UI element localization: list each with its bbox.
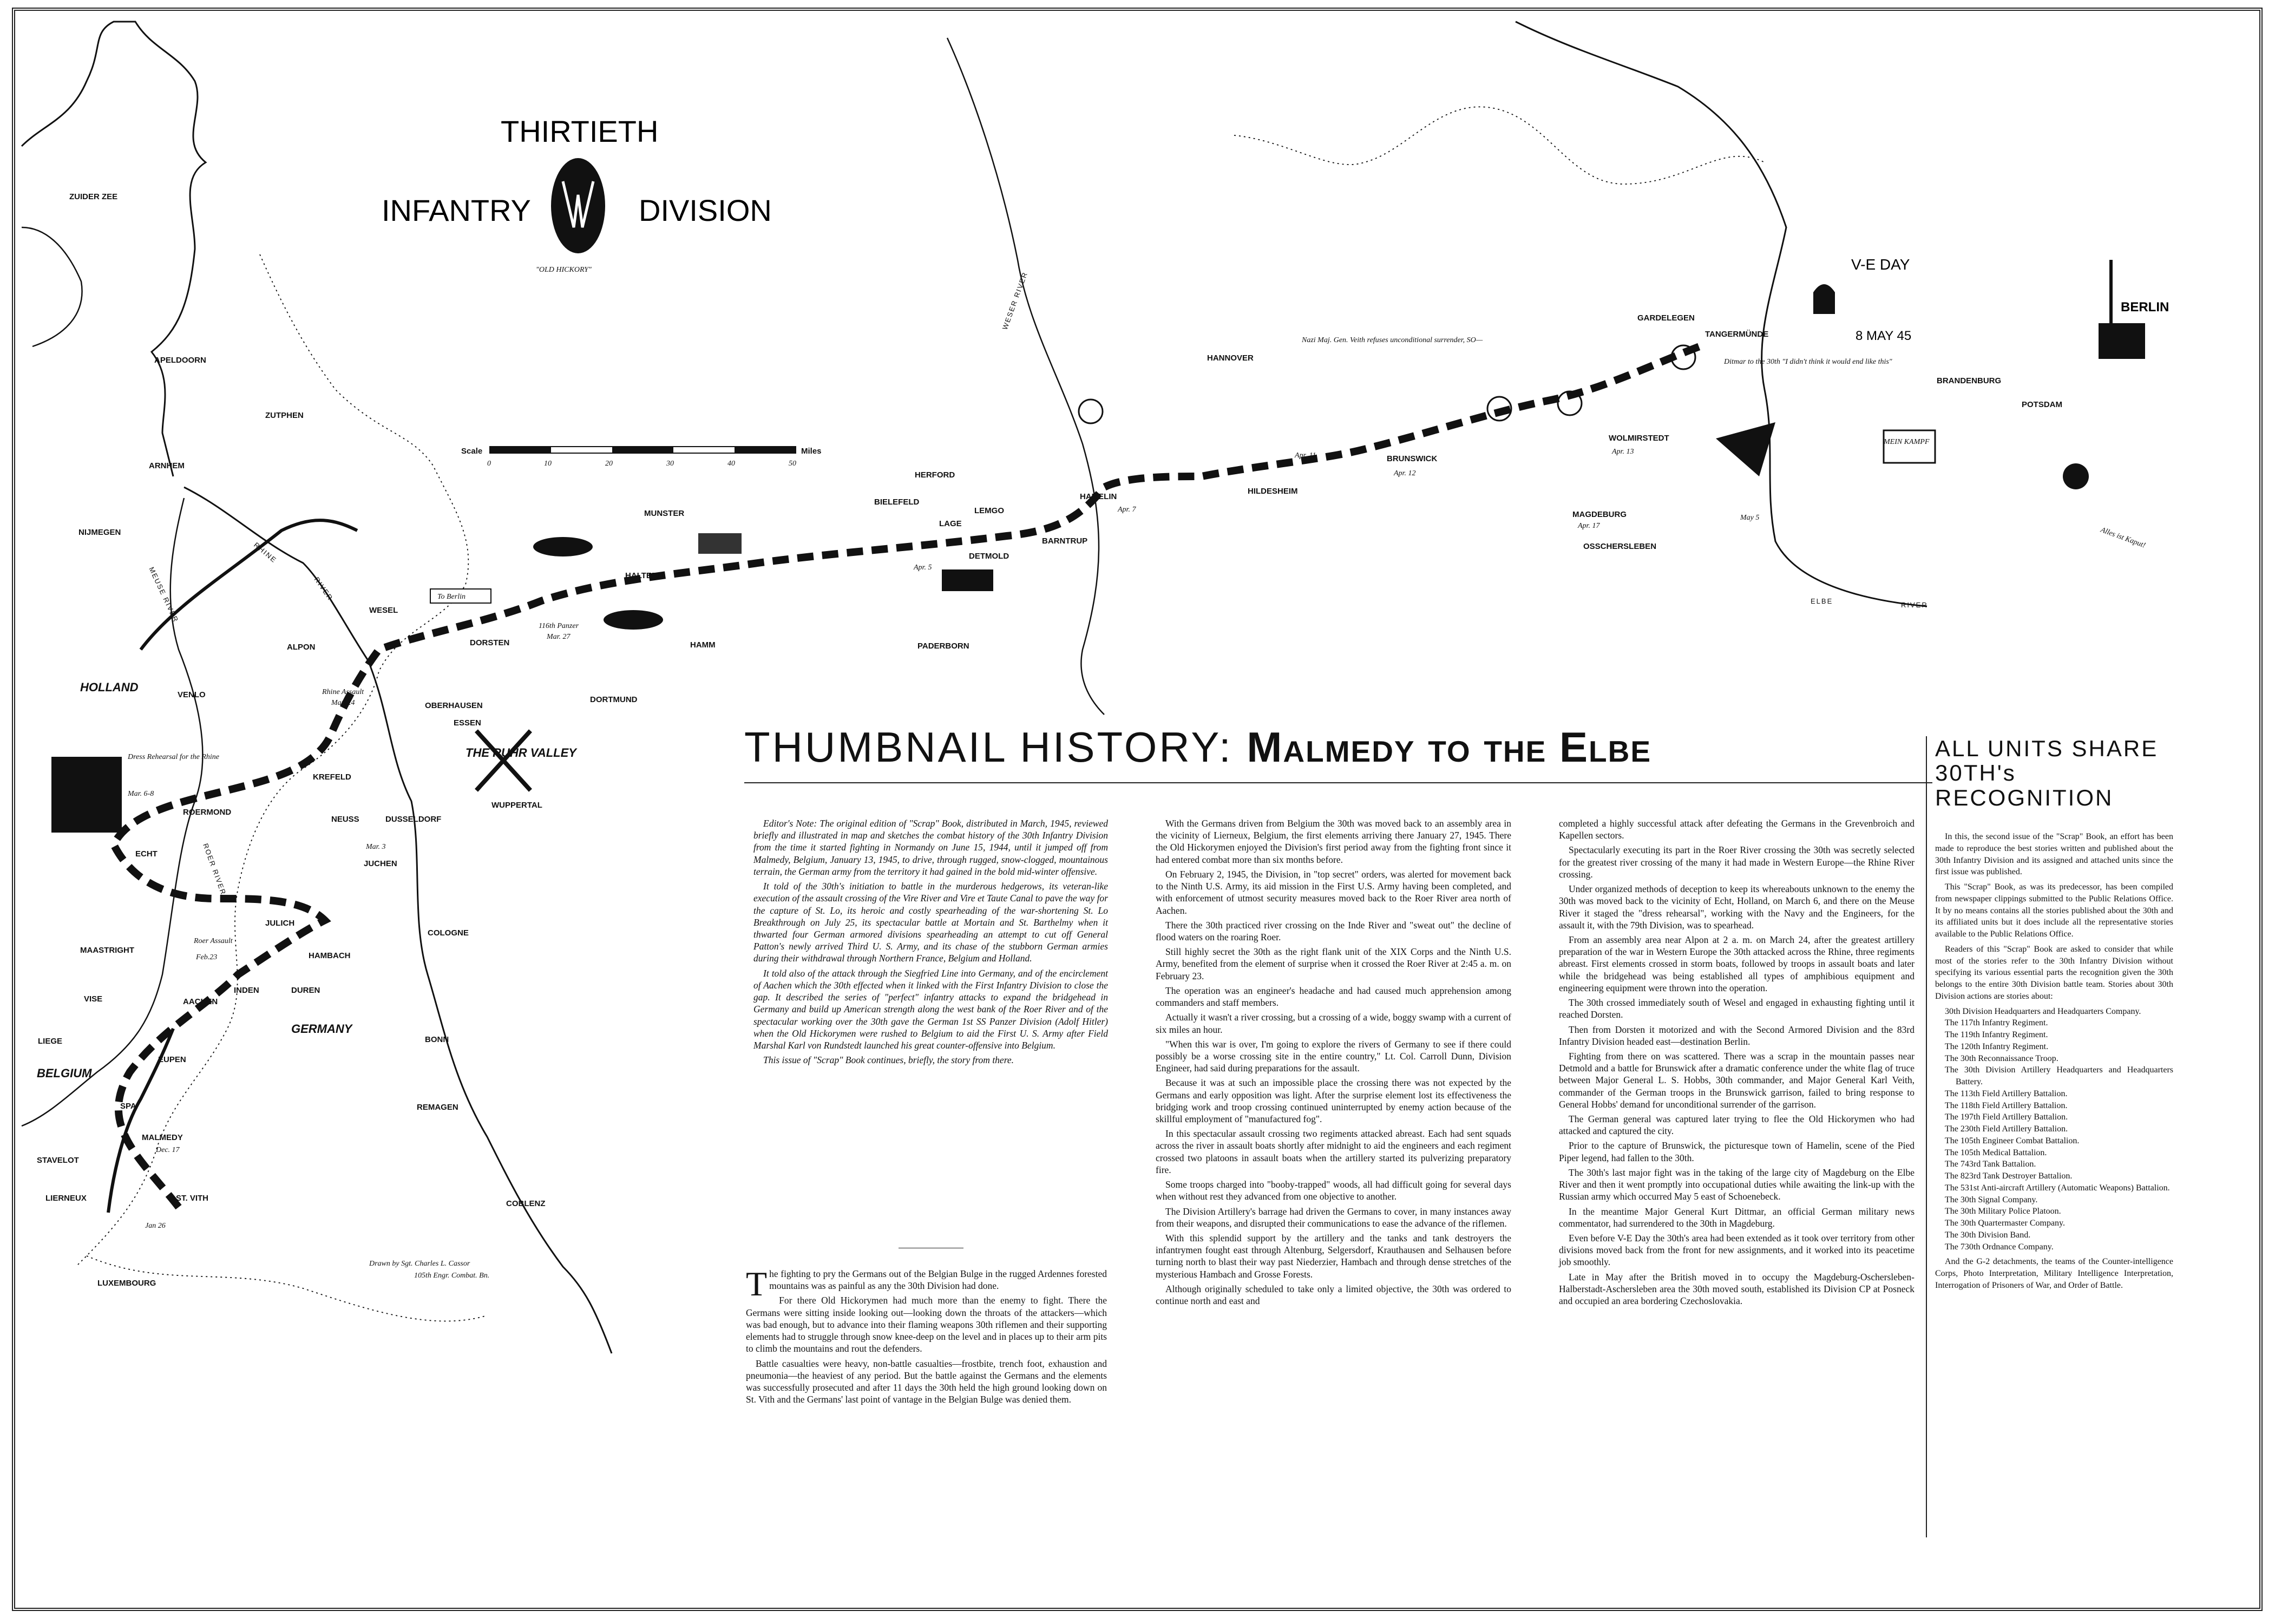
- story-paragraph: Under organized methods of deception to keep its whereabouts unknown to the enemy the 30th was moved back to the vicinity of Echt, Holland, on March 6, and there on the Meuse River it staged the "dress rehearsal", working with the Navy and the Engineers, for the assault it, with the 79th Division, was to spearhead.: [1559, 883, 1915, 931]
- unit-item: The 105th Medical Battalion.: [1945, 1148, 2047, 1157]
- headline-lead: THUMBNAIL HISTORY:: [744, 723, 1233, 771]
- unit-item: 30th Division Headquarters and Headquarters Company.: [1945, 1006, 2141, 1016]
- story-paragraph: On February 2, 1945, the Division, in "top secret" orders, was alerted for movement back to the Ninth U.S. Army, its aid mission in the First U.S. Army having been completed, and with enforcement of utmost security measures moved back to the Roer River area north of Aachen.: [1156, 868, 1511, 916]
- place-st-vith: ST. VITH: [176, 1194, 209, 1203]
- scale-unit: Miles: [801, 447, 822, 456]
- place-zutphen: ZUTPHEN: [265, 411, 304, 420]
- sidebar-paragraph: Readers of this "Scrap" Book are asked to consider that while most of the stories refer to the 30th Infantry Division without specifying its various essential parts the recognition given the 30th belongs to the entire 30th Division battle team. Stories about 30th Division actions are stories about:: [1935, 944, 2173, 1001]
- place-julich: JULICH: [265, 919, 295, 928]
- place-maastright: MAASTRIGHT: [80, 946, 134, 955]
- place-lage: LAGE: [939, 519, 962, 528]
- note-nazi: Nazi Maj. Gen. Veith refuses unconditional surrender, SO—: [1302, 336, 1483, 344]
- story-paragraph: In the meantime Major General Kurt Dittmar, an official German military news commentator, had surrendered to the 30th in Magdeburg.: [1559, 1206, 1915, 1229]
- unit-item: The 230th Field Artillery Battalion.: [1945, 1124, 2068, 1134]
- place-krefeld: KREFELD: [313, 772, 351, 782]
- unit-item: The 823rd Tank Destroyer Battalion.: [1945, 1171, 2073, 1181]
- tank-icon: [604, 610, 663, 630]
- place-holland: HOLLAND: [80, 680, 139, 694]
- scale-tick: 30: [666, 460, 674, 468]
- masthead-nickname: "OLD HICKORY": [536, 266, 592, 274]
- place-aachen: AACHEN: [183, 997, 218, 1006]
- place-haltern: HALTERN: [625, 571, 664, 580]
- place-hannover: HANNOVER: [1207, 353, 1254, 363]
- note-rhine-assault: Rhine Assault: [322, 688, 364, 696]
- note-apr12: Apr. 12: [1394, 469, 1416, 477]
- story-paragraph: Prior to the capture of Brunswick, the picturesque town of Hamelin, scene of the Pied Piper legend, had fallen to the 30th.: [1559, 1140, 1915, 1163]
- coastline: [22, 22, 206, 476]
- scale-tick: 20: [605, 460, 613, 468]
- rhine-river: [184, 487, 612, 1353]
- place-coblenz: COBLENZ: [506, 1199, 546, 1208]
- roer-label: ROER RIVER: [201, 842, 228, 896]
- place-magdeburg: MAGDEBURG: [1572, 510, 1627, 519]
- story-paragraph: Actually it wasn't a river crossing, but a crossing of a wide, boggy swamp with a current of six miles an hour.: [1156, 1012, 1511, 1035]
- place-belgium: BELGIUM: [37, 1066, 92, 1080]
- scale-label: Scale: [461, 447, 483, 456]
- scale-tick: 40: [727, 460, 735, 468]
- story-paragraph: With the Germans driven from Belgium the 30th was moved back to an assembly area in the vicinity of Lierneux, Belgium, the first elements arriving there January 27, 1945. There the Old Hickorymen enjoyed the Division's first period away from the fighting front since it had entered combat more than six months before.: [1156, 818, 1511, 865]
- weser-label: WESER RIVER: [1000, 270, 1030, 331]
- unit-item: The 117th Infantry Regiment.: [1945, 1018, 2048, 1028]
- place-paderborn: PADERBORN: [917, 641, 969, 651]
- place-dusseldorf: DUSSELDORF: [385, 815, 442, 824]
- note-apr13: Apr. 13: [1612, 448, 1634, 456]
- story-paragraph: Because it was at such an impossible place the crossing there was not expected by the Germans and early opposition was light. After the surprise element lost its effectiveness the bridging work and troop crossing continued uninterrupted by enemy action because of the skillful employment of "manufactured fog".: [1156, 1077, 1511, 1125]
- place-hameln: HAMELIN: [1080, 492, 1117, 501]
- place-stavelot: STAVELOT: [37, 1156, 79, 1165]
- story-paragraph: Fighting from there on was scattered. There was a scrap in the mountain passes near Detmold and a battle for Brunswick after a dramatic conference under the white flag of truce between Major General L. S. Hobbs, 30th commander, and Major General Karl Veith, commander of the German troops in the Brunswick garrison, failed to bring response to General Hobbs' demand for unconditional surrender of the garrison.: [1559, 1050, 1915, 1110]
- place-spa: SPA: [120, 1102, 136, 1111]
- unit-item: The 730th Ordnance Company.: [1945, 1242, 2054, 1252]
- headline-bold: Malmedy to the Elbe: [1247, 723, 1652, 771]
- note-panzer: 116th Panzer: [539, 622, 579, 630]
- place-brandenburg: BRANDENBURG: [1937, 376, 2002, 385]
- place-cologne: COLOGNE: [428, 928, 469, 938]
- note-book: MEIN KAMPF: [1884, 438, 1930, 446]
- bell-icon: [1813, 284, 1835, 314]
- story-paragraph: In this spectacular assault crossing two regiments attacked abreast. Each had sent squads across the river in assault boats shortly after midnight to aid the engineers and each regiment crossed two platoons in assault boats when the artillery started its pulverizing preparatory fire.: [1156, 1128, 1511, 1175]
- place-wuppertal: WUPPERTAL: [491, 801, 542, 810]
- unit-list: [1935, 1006, 2173, 1253]
- rhine-label: RHINE: [252, 540, 279, 565]
- story-paragraph: he fighting to pry the Germans out of the Belgian Bulge in the rugged Ardennes forested mountains was as painful as any the 30th Division had done.: [769, 1268, 1107, 1292]
- unit-item: The 120th Infantry Regiment.: [1945, 1042, 2049, 1051]
- masthead-right: DIVISION: [639, 193, 772, 227]
- unit-item: The 113th Field Artillery Battalion.: [1945, 1089, 2068, 1098]
- story-column-1: [746, 1265, 1107, 1408]
- place-bonn: BONN: [425, 1035, 449, 1044]
- note-apr5: Apr. 5: [914, 564, 932, 572]
- place-ruhr-valley: THE RUHR VALLEY: [466, 746, 576, 759]
- place-hildesheim: HILDESHEIM: [1248, 487, 1298, 496]
- place-eupen: EUPEN: [158, 1055, 186, 1064]
- note-jan26: Jan 26: [145, 1222, 166, 1230]
- unit-item: The 30th Division Band.: [1945, 1230, 2031, 1240]
- border-east: [1234, 107, 1765, 184]
- place-lierneux: LIERNEUX: [45, 1194, 87, 1203]
- place-detmold: DETMOLD: [969, 552, 1009, 561]
- unit-item: The 743rd Tank Battalion.: [1945, 1160, 2036, 1169]
- note-mar3: Mar. 3: [366, 843, 386, 851]
- division-insignia-icon: [551, 158, 605, 253]
- unit-item: The 30th Division Artillery Headquarters and Headquarters Battery.: [1945, 1065, 2173, 1086]
- place-barntrup: BARNTRUP: [1042, 536, 1088, 546]
- place-liege: LIEGE: [38, 1037, 63, 1046]
- unit-item: The 30th Military Police Platoon.: [1945, 1207, 2061, 1216]
- story-paragraph: There the 30th practiced river crossing on the Inde River and "sweat out" the decline of flood waters on the roaring Roer.: [1156, 919, 1511, 942]
- story-column-2: [1156, 817, 1511, 1309]
- place-juchen: JUCHEN: [364, 859, 397, 868]
- place-dorsten: DORSTEN: [470, 638, 510, 647]
- headline: [744, 723, 1935, 772]
- place-gardelegen: GARDELEGEN: [1637, 313, 1695, 323]
- elbe-label: ELBE: [1811, 597, 1833, 605]
- story-paragraph: From an assembly area near Alpon at 2 a. m. on March 24, after the greatest artillery preparation of the war in Western Europe the 30th attacked across the Rhine, three regiments abreast. First elements crossed in storm boats, followed by troops in assault boats and later while the bridgehead was being established all types of amphibious equipment and engineering equipment were thrown into the operation.: [1559, 934, 1915, 993]
- note-dress: Dress Rehearsal for the Rhine: [128, 753, 220, 761]
- place-potsdam: POTSDAM: [2022, 400, 2062, 409]
- place-vise: VISE: [84, 994, 103, 1004]
- place-arnhem: ARNHEM: [149, 461, 185, 470]
- place-lemgo: LEMGO: [974, 506, 1004, 515]
- scale-tick: 10: [544, 460, 552, 468]
- place-bielefeld: BIELEFELD: [874, 497, 920, 507]
- place-brunswick: BRUNSWICK: [1387, 454, 1438, 463]
- place-venlo: VENLO: [178, 690, 206, 699]
- soldier-icon: [1079, 400, 1103, 423]
- zuider-shore: [22, 227, 82, 346]
- unit-item: The 30th Signal Company.: [1945, 1195, 2038, 1204]
- note-may5: May 5: [1740, 514, 1760, 522]
- elbe-river-label: RIVER: [1901, 601, 1928, 609]
- story-paragraph: Some troops charged into "booby-trapped" woods, all had difficult going for several days when without rest they advanced from one objective to another.: [1156, 1179, 1511, 1202]
- sidebar-paragraph: In this, the second issue of the "Scrap" Book, an effort has been made to reproduce the best stories written and published about the 30th Infantry Division and its assigned and attached units since the first issue was published.: [1935, 832, 2173, 877]
- editor-paragraph: It told also of the attack through the Siegfried Line into Germany, and of the encirclement of Aachen which the 30th effected when it linked with the First Infantry Division to close the gap. It described the series of "perfect" infantry attacks to expand the bridgehead in Germany and build up American strength along the west bank of the Roer River and of the spectacular working over the 30th gave the German 1st SS Panzer Division (Adolf Hitler) when the Old Hickorymen were rushed to Belgium to aid the First U. S. Army after Field Marshal Karl von Rundstedt launched his great counter-offensive into Belgium.: [753, 967, 1108, 1051]
- flags-icon: [1716, 422, 1775, 476]
- place-osschersleben: OSSCHERSLEBEN: [1583, 542, 1657, 551]
- story-paragraph: Even before V-E Day the 30th's area had been extended as it took over territory from other divisions moved back from the front for new assignments, and it worked into its peacetime job smoothly.: [1559, 1233, 1915, 1268]
- place-dortmund: DORTMUND: [590, 695, 638, 704]
- book-icon: [1884, 430, 1935, 463]
- unit-item: The 197th Field Artillery Battalion.: [1945, 1112, 2068, 1122]
- note-roer-assault: Roer Assault: [194, 937, 233, 945]
- sidebar-paragraph: And the G-2 detachments, the teams of the Counter-intelligence Corps, Photo Interpretation, Military Intelligence Interpretation, Interrogation of Prisoners of War, and Order of Battle.: [1935, 1257, 2173, 1290]
- unit-item: The 30th Quartermaster Company.: [1945, 1219, 2066, 1228]
- masthead-line1: THIRTIETH: [501, 114, 659, 148]
- note-kaput: Alles ist Kaput!: [2099, 526, 2147, 550]
- story-paragraph: For there Old Hickorymen had much more than the enemy to fight. There the Germans were sitting inside looking out—looking down the throats of the attackers—which was bad enough, but to advance into their flaming weapons 30th riflemen and their supporting elements had to struggle through snow knee-deep on the level and in places up to their arm pits to climb the mountains and rout the defenders.: [746, 1295, 1107, 1354]
- note-apr17: Apr. 17: [1578, 522, 1600, 530]
- story-paragraph: Still highly secret the 30th as the right flank unit of the XIX Corps and the Ninth U.S. Army, benefited from the element of surprise when it crossed the Roer River at 2:45 a. m. on February 23.: [1156, 946, 1511, 981]
- place-duren: DUREN: [291, 986, 320, 995]
- editor-note: [753, 817, 1108, 1069]
- sidebar-rule: [1926, 736, 1927, 1537]
- drop-cap: T: [746, 1265, 768, 1303]
- rehearsal-sketch-icon: [51, 757, 122, 833]
- story-paragraph: "When this war is over, I'm going to explore the rivers of Germany to see if there could possibly be a worse crossing site in the entire country," Lt. Col. Carroll Dunn, Division Engineer, had said during preparations for the assault.: [1156, 1038, 1511, 1074]
- place-hambach: HAMBACH: [309, 951, 351, 960]
- story-paragraph: completed a highly successful attack after defeating the Germans in the Grevenbroich and Kapellen sectors.: [1559, 818, 1915, 841]
- note-ve-date: 8 MAY 45: [1856, 329, 1912, 343]
- editor-paragraph: This issue of "Scrap" Book continues, briefly, the story from there.: [763, 1055, 1014, 1066]
- masthead-left: INFANTRY: [382, 193, 531, 227]
- note-dress-date: Mar. 6-8: [128, 790, 154, 798]
- note-roer-date: Feb.23: [196, 953, 218, 961]
- place-germany: GERMANY: [291, 1022, 352, 1036]
- weser-river: [947, 38, 1104, 715]
- editor-paragraph: It told of the 30th's initiation to battle in the murderous hedgerows, its veteran-like execution of the assault crossing of the Vire River and Vire et Taute Canal to pave the way for the capture of St. Lo, its heroic and costly spearheading of the war-shortening St. Lo Breakthrough on July 25, its spectacular battle at Mortain and St. Barthelmy when it thwarted four German armored divisions spearheading an attempt to cut off General Patton's newly arrived Third U. S. Army, and its chase of the stubborn German armies during their withdrawal through Northern France, Belgium and Holland.: [753, 881, 1108, 964]
- unit-item: The 118th Field Artillery Battalion.: [1945, 1101, 2068, 1110]
- headline-rule: [744, 782, 1932, 783]
- note-drawn1: Drawn by Sgt. Charles L. Cassor: [369, 1260, 470, 1268]
- place-luxembourg: LUXEMBOURG: [97, 1279, 156, 1288]
- tank-icon: [942, 569, 993, 591]
- place-malmedy: MALMEDY: [142, 1133, 183, 1142]
- story-paragraph: Spectacularly executing its part in the Roer River crossing the 30th was secretly selected for the greatest river crossing of the many it had made in Western Europe—the Rhine River crossing.: [1559, 844, 1915, 880]
- editor-paragraph: Editor's Note: The original edition of "Scrap" Book, distributed in March, 1945, reviewed briefly and illustrated in map and sketches the combat history of the 30th Infantry Division from the time it started fighting in Normandy on June 15, 1944, until it jumped off from Malmedy, Belgium, January 13, 1945, to drive, through rugged, snow-clogged, mountainous terrain, the German army from the territory it had gained in the bold mid-winter offensive.: [753, 818, 1108, 877]
- river-labels: [147, 271, 1927, 896]
- story-paragraph: Then from Dorsten it motorized and with the Second Armored Division and the 83rd Infantry Division headed east—destination Berlin.: [1559, 1024, 1915, 1047]
- place-echt: ECHT: [135, 849, 158, 859]
- tank-icon: [533, 537, 593, 556]
- unit-item: The 119th Infantry Regiment.: [1945, 1030, 2048, 1039]
- story-paragraph: The operation was an engineer's headache and had caused much apprehension among commanders and staff members.: [1156, 985, 1511, 1009]
- place-alpon: ALPON: [287, 643, 316, 652]
- unit-item: The 30th Reconnaissance Troop.: [1945, 1053, 2058, 1063]
- place-apeldoorn: APELDOORN: [154, 356, 206, 365]
- note-drawn2: 105th Engr. Combat. Bn.: [414, 1272, 490, 1280]
- place-herford: HERFORD: [915, 470, 955, 480]
- fleeing-figure-icon: [2063, 463, 2089, 489]
- note-apr11: Apr. 11: [1295, 451, 1316, 460]
- place-zuider-zee: ZUIDER ZEE: [69, 192, 118, 201]
- place-neuss: NEUSS: [331, 815, 359, 824]
- place-wolmirstedt: WOLMIRSTEDT: [1609, 434, 1669, 443]
- story-column-3: [1559, 817, 1915, 1309]
- story-paragraph: The German general was captured later trying to flee the Old Hickorymen who had attacked and captured the city.: [1559, 1114, 1915, 1137]
- note-ditmar: Ditmar to the 30th "I didn't think it would end like this": [1724, 358, 1892, 366]
- ruhr-cross-icon: [476, 731, 530, 790]
- meuse-label: MEUSE RIVER: [147, 565, 181, 624]
- story-paragraph: With this splendid support by the artillery and the tanks and tank destroyers the infantrymen fought east through Altenburg, Selgersdorf, Krauthausen and Selhausen before turning north to blast their way past Niederzier, Hambach and through dense stretches of the mysterious Hambach and Grosse Forests.: [1156, 1233, 1511, 1280]
- story-paragraph: Battle casualties were heavy, non-battle casualties—frostbite, trench foot, exhaustion and pneumonia—the heaviest of any period. But the battle against the Germans and the elements was successfully prosecuted and after 11 days the 30th held the high ground looking down on St. Vith and the Germans' last point of vantage in the Belgian Bulge was denied them.: [746, 1358, 1107, 1405]
- place-nijmegen: NIJMEGEN: [78, 528, 121, 537]
- place-essen: ESSEN: [454, 718, 481, 728]
- place-remagen: REMAGEN: [417, 1103, 458, 1112]
- note-dec17: Dec. 17: [156, 1146, 180, 1154]
- scale-tick: 50: [789, 460, 796, 468]
- place-oberhausen: OBERHAUSEN: [425, 701, 483, 710]
- place-inden: INDEN: [234, 986, 259, 995]
- note-apr7: Apr. 7: [1118, 506, 1136, 514]
- note-sign: To Berlin: [437, 593, 466, 601]
- place-munster: MUNSTER: [644, 509, 685, 518]
- place-hamm: HAMM: [690, 640, 716, 650]
- scale-tick: 0: [487, 460, 491, 468]
- sidebar-body: [1935, 831, 2173, 1295]
- masthead: [382, 114, 772, 274]
- story-paragraph: Although originally scheduled to take only a limited objective, the 30th was ordered to continue north and east and: [1156, 1283, 1511, 1307]
- sidebar-title: ALL UNITS SHARE 30TH's RECOGNITION: [1935, 736, 2159, 810]
- place-berlin: BERLIN: [2121, 300, 2169, 315]
- note-ve-day: V-E DAY: [1851, 256, 1910, 273]
- place-wesel: WESEL: [369, 606, 398, 615]
- unit-item: The 531st Anti-aircraft Artillery (Automatic Weapons) Battalion.: [1945, 1183, 2170, 1193]
- story-paragraph: The 30th's last major fight was in the taking of the large city of Magdeburg on the Elbe River and then it went promptly into occupational duties while awaiting the link-up with the Russian army which occurred May 5 east of Schoenebeck.: [1559, 1167, 1915, 1202]
- note-rhine-date: Mar. 24: [331, 699, 355, 707]
- truck-icon: [698, 533, 742, 554]
- note-panzer-date: Mar. 27: [547, 633, 571, 641]
- scale-bar: [461, 447, 822, 468]
- river-label: RIVER: [312, 575, 335, 603]
- story-paragraph: The 30th crossed immediately south of Wesel and engaged in exhausting fighting until it reached Dorsten.: [1559, 997, 1915, 1020]
- unit-item: The 105th Engineer Combat Battalion.: [1945, 1136, 2080, 1145]
- place-tangermunde: TANGERMÜNDE: [1705, 330, 1769, 339]
- story-paragraph: Late in May after the British moved in to occupy the Magdeburg-Oschersleben-Halberstadt-Aschersleben area the 30th moved south, established its Division CP at Posneck and occupied an area bordering Czechoslovakia.: [1559, 1271, 1915, 1307]
- story-paragraph: The Division Artillery's barrage had driven the Germans to cover, in many instances away from their weapons, and disrupted their communications to ease the advance of the riflemen.: [1156, 1206, 1511, 1229]
- place-roermond: ROERMOND: [183, 808, 232, 817]
- sidebar-paragraph: This "Scrap" Book, as was its predecessor, has been compiled from newspaper clippings submitted to the Public Relations Office. It by no means contains all the stories published about the 30th and its affiliated units but it does include all the representative stories available to the Public Relations Office.: [1935, 882, 2173, 939]
